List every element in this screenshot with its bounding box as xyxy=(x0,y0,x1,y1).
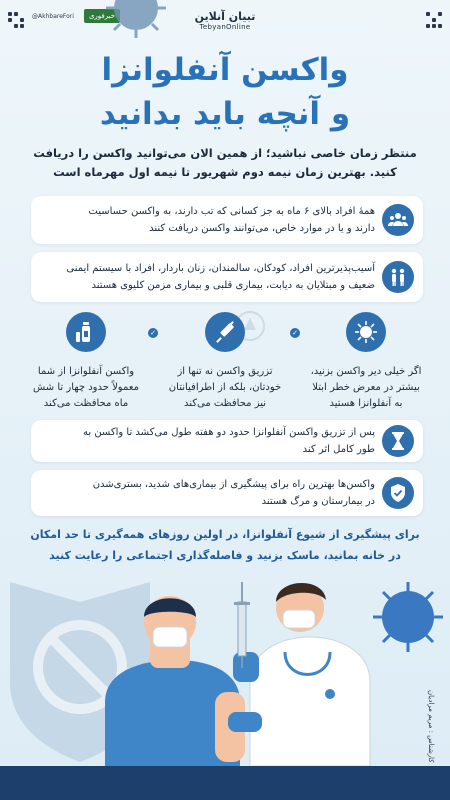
closing-text xyxy=(20,524,430,566)
card-text xyxy=(41,424,375,458)
column-line: به آنفلوانزا هستید xyxy=(329,398,403,409)
column-line: اگر خیلی دیر واکسن بزنید، xyxy=(310,366,422,377)
corner-dots-icon xyxy=(426,12,442,28)
card-line: ضعیف و مبتلایان به دیابت، بیماری قلبی و بیماری مزمن کلیوی هستند xyxy=(91,280,375,291)
shield-check-icon xyxy=(382,477,414,509)
info-card-two-weeks xyxy=(31,420,423,462)
info-column-late xyxy=(300,312,432,412)
bottom-bar xyxy=(0,766,450,800)
credit-text: کارشناس : مریم مرادیان xyxy=(427,690,435,763)
column-line: تزریق واکسن نه تنها از xyxy=(177,366,273,377)
info-column-protect-others xyxy=(159,312,291,412)
group-people-icon xyxy=(382,204,414,236)
virus-icon xyxy=(346,312,386,352)
intro-line-2: کنید. بهترین زمان نیمه دوم شهریور تا نیمه اول مهرماه است xyxy=(53,165,397,179)
column-text xyxy=(300,364,432,412)
vaccine-vial-icon xyxy=(66,312,106,352)
card-text xyxy=(41,260,375,294)
closing-line-1: برای پیشگیری از شیوع آنفلوانزا، در اولین روزهای همه‌گیری تا حد امکان xyxy=(30,528,420,541)
title-line-2: و آنچه باید بدانید xyxy=(99,96,351,132)
card-line: آسیب‌پذیرترین افراد، کودکان، سالمندان، زنان باردار، افراد با سیستم ایمنی xyxy=(66,263,375,274)
virus-icon xyxy=(100,0,172,44)
intro-line-1: منتظر زمان خاصی نباشید؛ از همین الان می‌توانید واکسن را دریافت xyxy=(33,146,417,160)
card-line: واکسن‌ها بهترین راه برای پیشگیری از بیماری‌های شدید، بستری‌شدن xyxy=(92,479,375,490)
title-line-1: واکسن آنفلوانزا xyxy=(101,52,349,88)
page-title xyxy=(20,48,430,136)
tebyan-logo xyxy=(185,10,265,31)
card-line: دارند و یا در موارد خاص، می‌توانند واکسن دریافت کنند xyxy=(149,223,375,234)
virus-icon xyxy=(373,582,443,652)
info-card-vulnerable xyxy=(31,252,423,302)
card-text xyxy=(41,476,375,510)
logo-persian: تبیان آنلاین xyxy=(194,10,256,23)
card-line: پس از تزریق واکسن آنفلوانزا حدود دو هفته طول می‌کشد تا واکسن به xyxy=(83,427,375,438)
syringe-icon xyxy=(205,312,245,352)
column-line: نیز محافظت می‌کند xyxy=(183,398,267,409)
info-card-best-prevention xyxy=(31,470,423,516)
column-line: ماه محافظت می‌کند xyxy=(43,398,129,409)
card-line: طور کامل اثر کند xyxy=(302,444,375,455)
check-icon: ✓ xyxy=(148,328,158,338)
info-card-eligibility xyxy=(31,196,423,244)
check-icon: ✓ xyxy=(290,328,300,338)
column-line: واکسن آنفلوانزا از شما xyxy=(37,366,135,377)
logo-english: TebyanOnline xyxy=(199,23,251,31)
column-line: بیشتر در معرض خطر ابتلا xyxy=(312,382,420,393)
social-handle: @AkhbareFori xyxy=(32,13,74,20)
brand-chip: خبرفوری xyxy=(84,9,120,23)
column-line: معمولاً حدود چهار تا شش xyxy=(33,382,139,393)
intro-text xyxy=(22,144,428,182)
card-line: همهٔ افراد بالای ۶ ماه به جز کسانی که تب دارند، به واکسن حساسیت xyxy=(88,206,375,217)
card-text xyxy=(41,203,375,237)
hourglass-icon xyxy=(382,425,414,457)
doctor-figure xyxy=(228,583,370,766)
card-line: در بیمارستان و مرگ هستند xyxy=(261,496,375,507)
family-icon xyxy=(382,261,414,293)
closing-line-2: در خانه بمانید، ماسک بزنید و فاصله‌گذاری اجتماعی را رعایت کنید xyxy=(49,549,401,562)
column-text xyxy=(20,364,152,412)
corner-dots-icon xyxy=(8,12,24,28)
column-text xyxy=(159,364,291,412)
column-line: خودتان، بلکه از اطرافیانتان xyxy=(168,382,282,393)
info-column-duration xyxy=(20,312,152,412)
